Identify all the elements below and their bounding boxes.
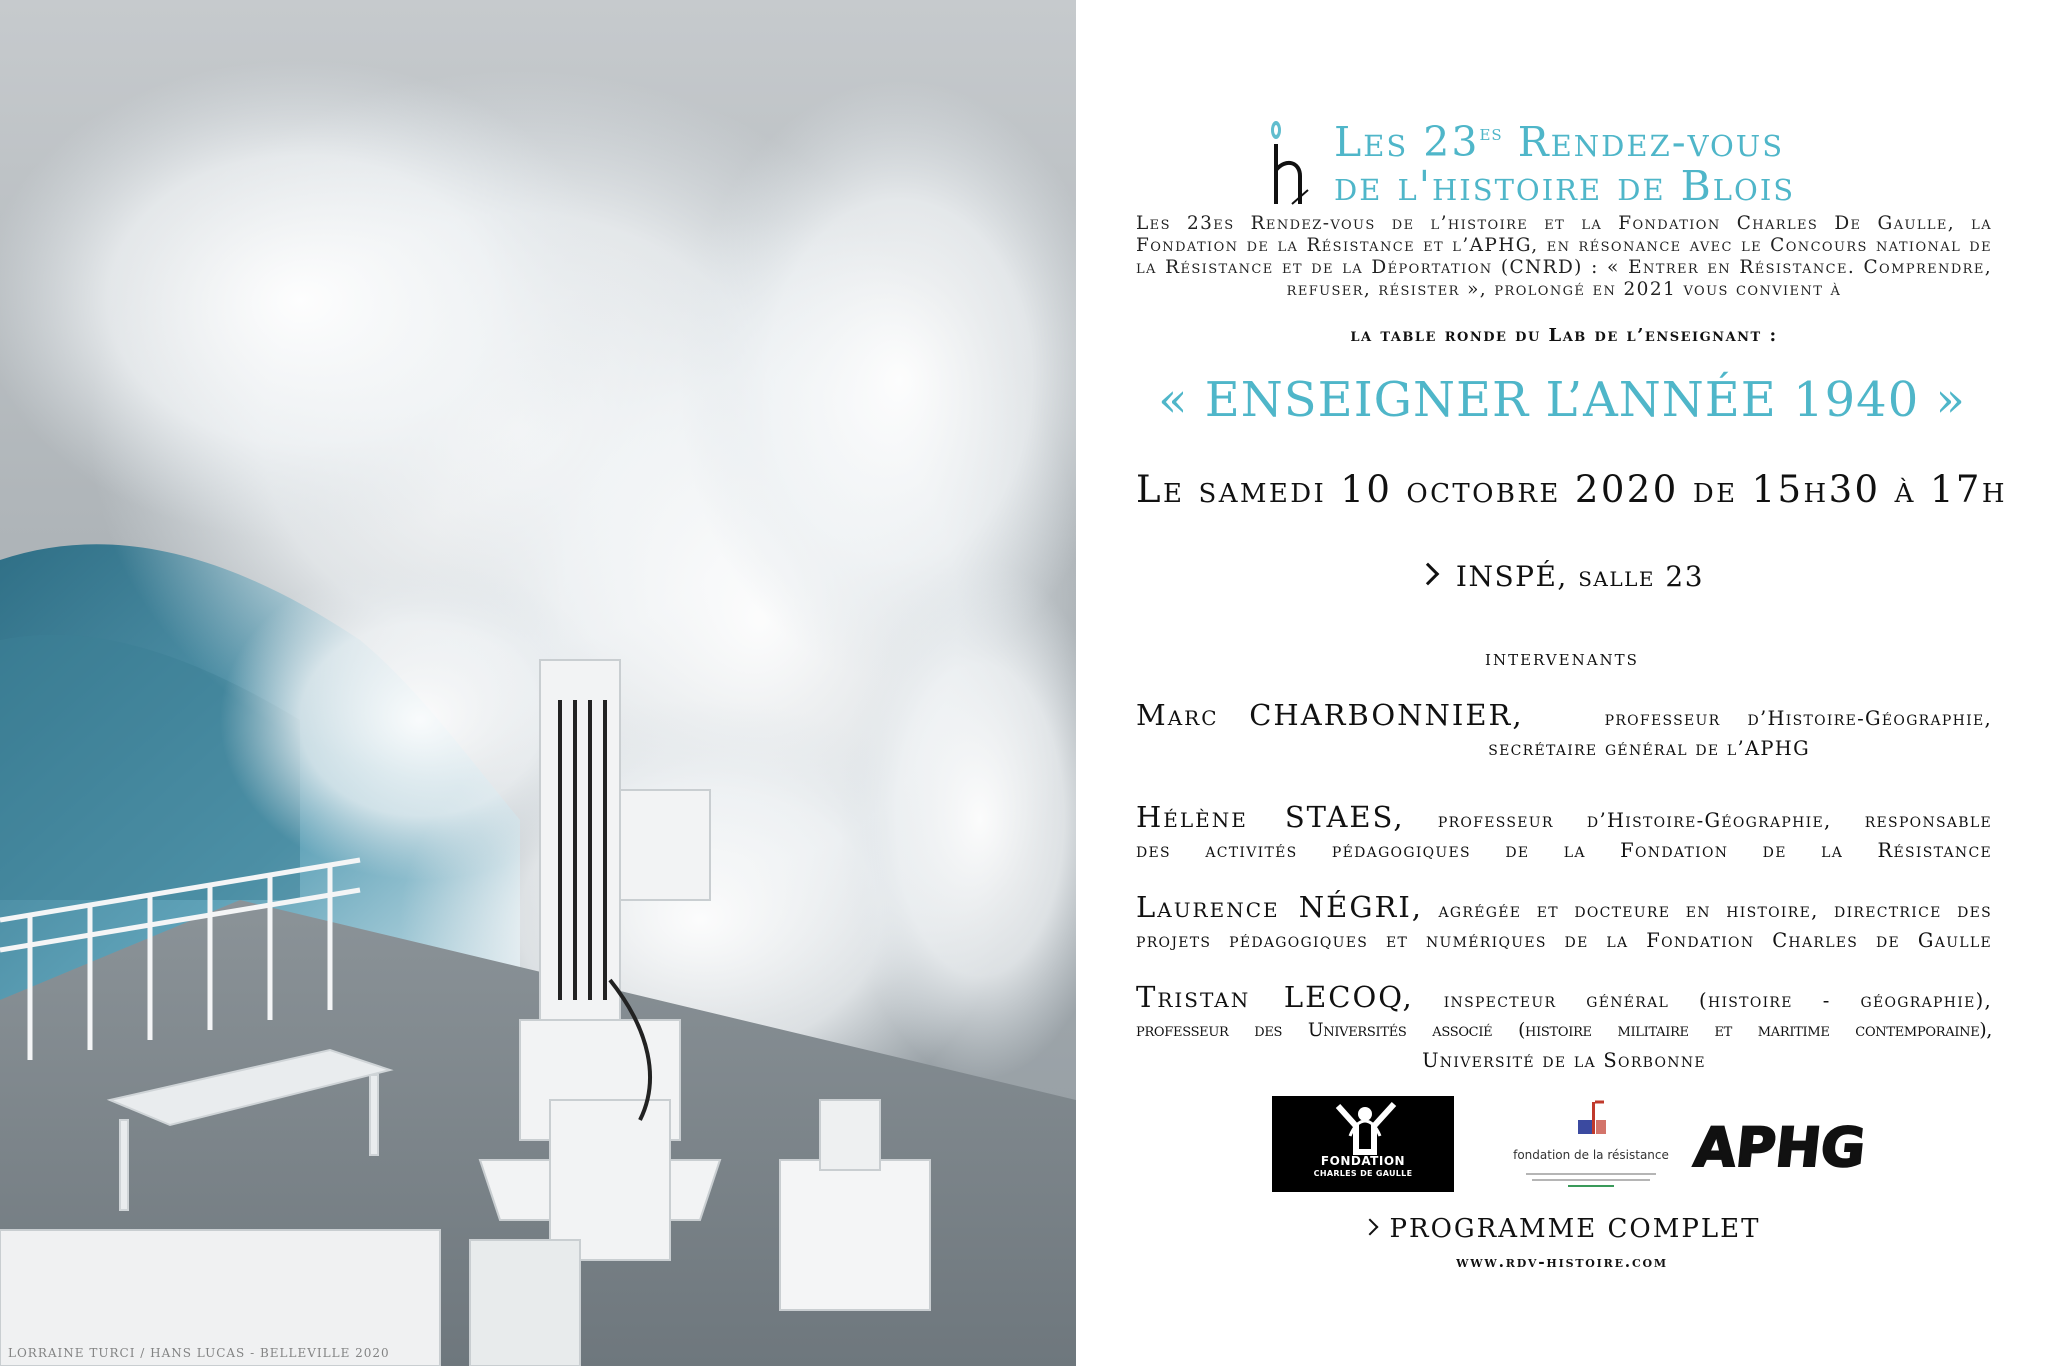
speaker-role: professeur d’Histoire-Géographie, responsable xyxy=(1437,809,1992,832)
intro-lead: la table ronde du Lab de l’enseignant : xyxy=(1350,325,1778,346)
event-location xyxy=(1076,560,2048,593)
aphg-wordmark xyxy=(1691,1108,1869,1182)
fondation-charles-de-gaulle-logo: FONDATION CHARLES DE GAULLE xyxy=(1272,1096,1454,1192)
programme-label: PROGRAMME COMPLET xyxy=(1389,1214,1761,1244)
fdr-emblem-icon xyxy=(1508,1090,1674,1146)
programme-link[interactable] xyxy=(1076,1214,2048,1244)
speaker-name: Marc CHARBONNIER, xyxy=(1136,698,1524,732)
svg-text:APHG: APHG xyxy=(1691,1116,1869,1179)
round-table-title: « ENSEIGNER L’ANNÉE 1940 » xyxy=(1158,372,1966,428)
speaker-role: inspecteur général (histoire - géographie), xyxy=(1443,989,1993,1012)
speaker-role: agrégée et docteure en histoire, directrice des xyxy=(1438,899,1993,922)
speaker-name: Tristan LECOQ, xyxy=(1136,980,1414,1014)
speakers-heading: intervenants xyxy=(1485,646,1639,671)
speaker-role-cont: professeur des Universités associé (histoire militaire et maritime contemporaine), xyxy=(1136,1020,1992,1041)
speaker-affiliation: Université de la Sorbonne xyxy=(1422,1049,1706,1072)
event-name xyxy=(1334,112,1795,208)
speaker-role-cont: des activités pédagogiques de la Fondation de la Résistance xyxy=(1136,839,1992,862)
event-header xyxy=(1262,112,1962,208)
event-info-panel xyxy=(1076,0,2048,1366)
fdr-quote-decoration xyxy=(1518,1170,1664,1190)
chevron-right-icon xyxy=(1417,563,1440,586)
photo-credit: LORRAINE TURCI / HANS LUCAS - BELLEVILLE 2020 xyxy=(8,1346,390,1360)
event-name-line2: de l'histoire de Blois xyxy=(1334,162,1796,210)
event-name-line1: Les $23^{es}$ Rendez-vous xyxy=(1334,118,1785,166)
event-date: Le samedi 10 octobre 2020 de 15h30 à 17h xyxy=(1136,468,2007,511)
fondation-de-la-resistance-logo: fondation de la résistance xyxy=(1508,1090,1674,1198)
de-gaulle-silhouette-icon xyxy=(1272,1096,1454,1156)
chevron-right-icon xyxy=(1361,1219,1378,1236)
aphg-logo xyxy=(1691,1108,1869,1182)
speaker-role: professeur d’Histoire-Géographie, xyxy=(1604,707,1993,730)
intro-paragraph: Les 23es Rendez-vous de l’histoire et la Fondation Charles De Gaulle, la Fondation de la Résistance et l’APHG, en résonance avec le Concours national de la Résistance et de la Déportation (CNRD) : « Entrer en Résistance. Comprendre, refuser, résister », prolongé en 2021 vous convient à xyxy=(1136,213,1992,300)
speaker-name: Laurence NÉGRI, xyxy=(1136,890,1424,924)
speaker-item xyxy=(1136,892,1992,956)
speaker-item xyxy=(1136,982,1992,1076)
speaker-item xyxy=(1136,802,1992,866)
speaker-role-cont: secrétaire général de l’APHG xyxy=(1488,737,1810,760)
rdv-histoire-logo-icon xyxy=(1262,120,1312,208)
speaker-role-cont: projets pédagogiques et numériques de la Fondation Charles de Gaulle xyxy=(1136,929,1992,952)
speaker-name: Hélène STAES, xyxy=(1136,800,1405,834)
website-link[interactable]: www.rdv-histoire.com xyxy=(1456,1252,1668,1271)
location-label: INSPÉ, salle 23 xyxy=(1455,560,1705,593)
speaker-item xyxy=(1136,700,1992,764)
